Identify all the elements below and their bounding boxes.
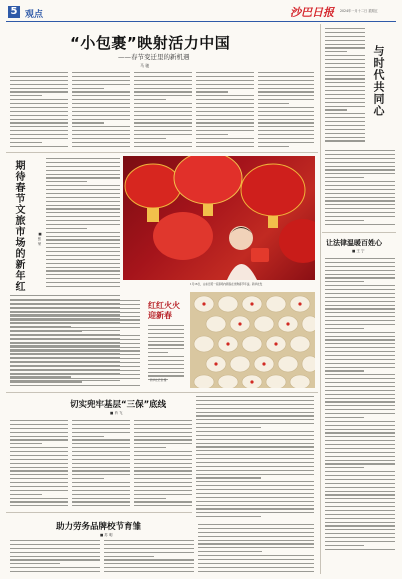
story1-bottom-rule [6,512,192,513]
law-title: 让法律温暖百姓心 [326,239,382,247]
header-rule [6,21,396,22]
page-number: 5 [10,6,18,17]
lead-body-col-3 [134,72,192,150]
story2-body-col-2 [104,540,194,574]
story1-byline: ■ 肖 飞 [110,411,123,415]
lead-body-col-1 [10,72,68,150]
page-number-badge [8,6,20,18]
left-story-title [12,160,25,310]
masthead-logo: 沙巴日报 [290,6,334,19]
mid-bottom-rule [6,392,318,393]
lead-subtitle: ——春节变迁里的新机遇 [118,53,190,61]
photo-credit: 新华社记者 摄 [150,379,167,382]
right-vertical-title: 与时代共同心 [372,45,385,117]
lead-body-col-5 [258,72,314,150]
story2-body-col-3 [198,524,314,574]
left-story-body-a [46,158,120,290]
lead-title: “小包裹”映射活力中国 [70,34,231,52]
left-story-title-line-1: 期待春节文旅市场的 [13,160,24,259]
story1-body-col-1 [10,420,68,510]
lantern-icon [123,156,315,280]
section-label: 观点 [25,10,44,20]
right-col-body-top [325,28,365,146]
story2-title: 助力劳务品牌校节育雏 [56,522,142,532]
mid-body-left [10,300,140,390]
story1-body-col-3 [134,420,192,510]
date-line: 2024年一月十二日 星期五 [340,9,378,13]
right-column-divider [320,24,321,574]
dumplings-photo [190,292,315,388]
left-story-title-line-2: 新年红 [13,259,24,292]
lantern-photo [123,156,315,280]
right-col-rule [322,232,396,233]
dumplings-image [190,292,315,388]
story1-title: 切实兜牢基层“三保”底线 [70,400,167,410]
photo-caption: 1月16日，山东日照一家商场内顾客在选购春节年货。新华社发 [190,283,263,286]
law-body [325,258,395,570]
lead-byline: 马 驰 [140,63,150,68]
mid-right-body [196,396,314,520]
left-story-byline: ■ 张 荣 [38,232,42,246]
lead-body-col-4 [196,72,254,150]
lead-bottom-rule [6,152,318,153]
right-col-body-mid [325,150,395,230]
story2-body-col-1 [10,540,100,574]
feature-caption-title: 红红火火迎新春 [148,300,180,320]
lead-body-col-2 [72,72,130,150]
story1-body-col-2 [72,420,130,510]
law-byline: ■ 王 宁 [352,249,365,253]
story2-byline: ■ 苏 明 [100,533,113,537]
